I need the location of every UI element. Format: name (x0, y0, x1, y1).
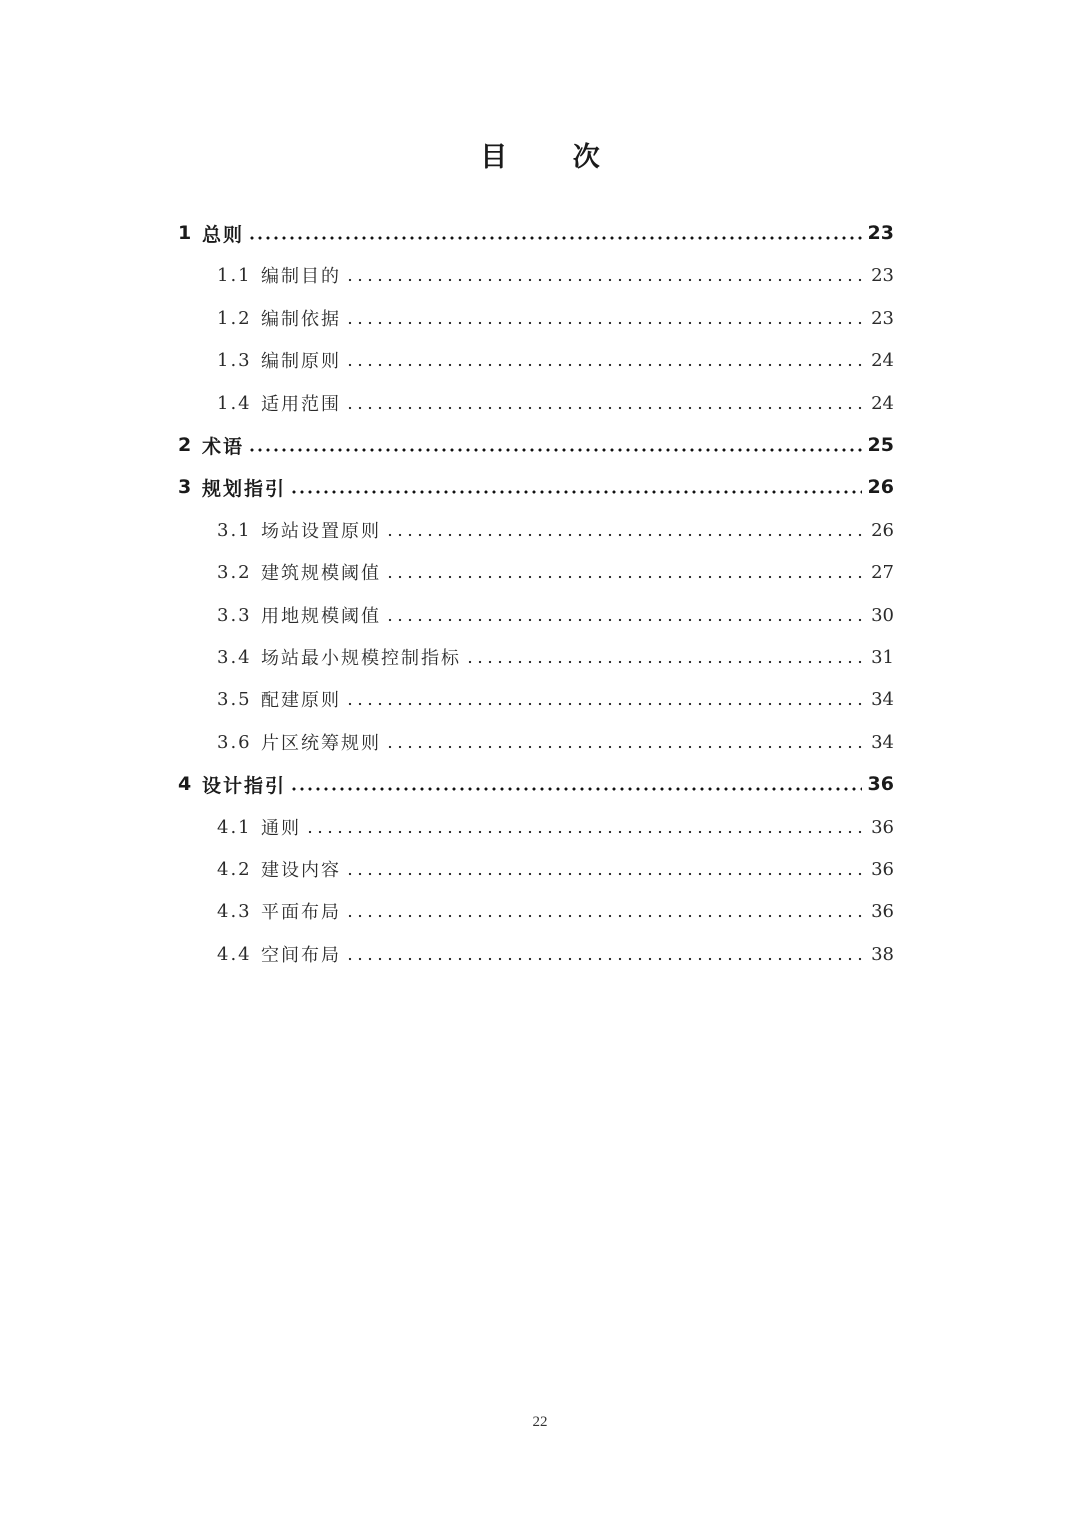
toc-entry-number: 3.2 (217, 561, 252, 583)
toc-entry-page: 36 (871, 858, 894, 880)
toc-entry-page: 23 (871, 264, 894, 286)
toc-section-entry[interactable] (217, 556, 894, 588)
toc-entry-page: 23 (867, 222, 894, 244)
toc-entry-page: 27 (871, 561, 894, 583)
toc-chapter-entry[interactable] (178, 217, 894, 249)
toc-dot-leader (345, 872, 865, 876)
toc-entry-label: 编制目的 (261, 266, 341, 287)
toc-dot-leader (465, 660, 865, 664)
toc-entry-number: 3 (178, 476, 192, 498)
toc-dot-leader (305, 830, 865, 834)
toc-entry-label: 通则 (261, 818, 301, 839)
page-number: 22 (532, 1414, 548, 1430)
toc-section-entry[interactable] (217, 853, 894, 885)
toc-entry-label: 术语 (202, 435, 245, 458)
toc-dot-leader (345, 957, 865, 961)
toc-entry-page: 34 (871, 688, 894, 710)
toc-entry-page: 23 (871, 307, 894, 329)
toc-entry-label: 适用范围 (261, 394, 341, 415)
toc-entry-label: 建筑规模阈值 (261, 563, 381, 584)
toc-dot-leader (385, 618, 865, 622)
toc-section-entry[interactable] (217, 344, 894, 376)
toc-entry-page: 36 (871, 900, 894, 922)
toc-section-entry[interactable] (217, 514, 894, 546)
toc-entry-number: 1.4 (217, 392, 252, 414)
toc-entry-label: 编制依据 (261, 309, 341, 330)
toc-section-entry[interactable] (217, 302, 894, 334)
toc-section-entry[interactable] (217, 387, 894, 419)
toc-dot-leader (385, 533, 865, 537)
toc-entry-page: 38 (871, 943, 894, 965)
toc-entry-label: 场站设置原则 (261, 521, 381, 542)
toc-entry-number: 1.1 (217, 264, 252, 286)
toc-dot-leader (248, 236, 862, 240)
toc-dot-leader (345, 702, 865, 706)
toc-dot-leader (345, 363, 865, 367)
toc-section-entry[interactable] (217, 811, 894, 843)
toc-entry-number: 3.6 (217, 731, 252, 753)
toc-dot-leader (290, 490, 862, 494)
toc-dot-leader (290, 787, 862, 791)
toc-chapter-entry[interactable] (178, 768, 894, 800)
toc-entry-number: 3.5 (217, 688, 252, 710)
toc-entry-page: 31 (871, 646, 894, 668)
toc-entry-label: 建设内容 (261, 860, 341, 881)
toc-dot-leader (248, 448, 862, 452)
toc-entry-number: 3.1 (217, 519, 252, 541)
toc-entry-page: 24 (871, 392, 894, 414)
toc-section-entry[interactable] (217, 726, 894, 758)
toc-dot-leader (345, 321, 865, 325)
toc-entry-page: 34 (871, 731, 894, 753)
toc-entry-page: 36 (871, 816, 894, 838)
toc-entry-label: 规划指引 (202, 477, 287, 500)
toc-entry-number: 4 (178, 773, 192, 795)
toc-entry-page: 26 (867, 476, 894, 498)
toc-section-entry[interactable] (217, 683, 894, 715)
toc-entry-label: 总则 (202, 223, 245, 246)
toc-section-entry[interactable] (217, 938, 894, 970)
toc-entry-label: 片区统筹规则 (261, 733, 381, 754)
toc-section-entry[interactable] (217, 599, 894, 631)
toc-entry-label: 编制原则 (261, 351, 341, 372)
toc-chapter-entry[interactable] (178, 471, 894, 503)
toc-section-entry[interactable] (217, 259, 894, 291)
toc-entry-label: 配建原则 (261, 690, 341, 711)
toc-entry-label: 设计指引 (202, 774, 287, 797)
toc-entry-number: 4.4 (217, 943, 252, 965)
toc-entry-label: 用地规模阈值 (261, 606, 381, 627)
toc-chapter-entry[interactable] (178, 429, 894, 461)
toc-dot-leader (345, 914, 865, 918)
toc-entry-number: 1 (178, 222, 192, 244)
page-title: 目 次 (480, 142, 628, 173)
toc-dot-leader (345, 406, 865, 410)
toc-entry-label: 平面布局 (261, 902, 341, 923)
toc-dot-leader (385, 575, 865, 579)
toc-entry-page: 26 (871, 519, 894, 541)
toc-section-entry[interactable] (217, 641, 894, 673)
toc-entry-page: 24 (871, 349, 894, 371)
toc-entry-page: 25 (867, 434, 894, 456)
toc-entry-number: 3.4 (217, 646, 252, 668)
toc-entry-page: 30 (871, 604, 894, 626)
toc-entry-label: 场站最小规模控制指标 (261, 648, 461, 669)
toc-entry-number: 4.1 (217, 816, 252, 838)
toc-entry-number: 1.2 (217, 307, 252, 329)
toc-entry-number: 1.3 (217, 349, 252, 371)
toc-entry-page: 36 (867, 773, 894, 795)
toc-entry-label: 空间布局 (261, 945, 341, 966)
toc-dot-leader (345, 278, 865, 282)
toc-entry-number: 3.3 (217, 604, 252, 626)
toc-dot-leader (385, 745, 865, 749)
toc-entry-number: 4.2 (217, 858, 252, 880)
toc-entry-number: 4.3 (217, 900, 252, 922)
toc-section-entry[interactable] (217, 895, 894, 927)
toc-entry-number: 2 (178, 434, 192, 456)
